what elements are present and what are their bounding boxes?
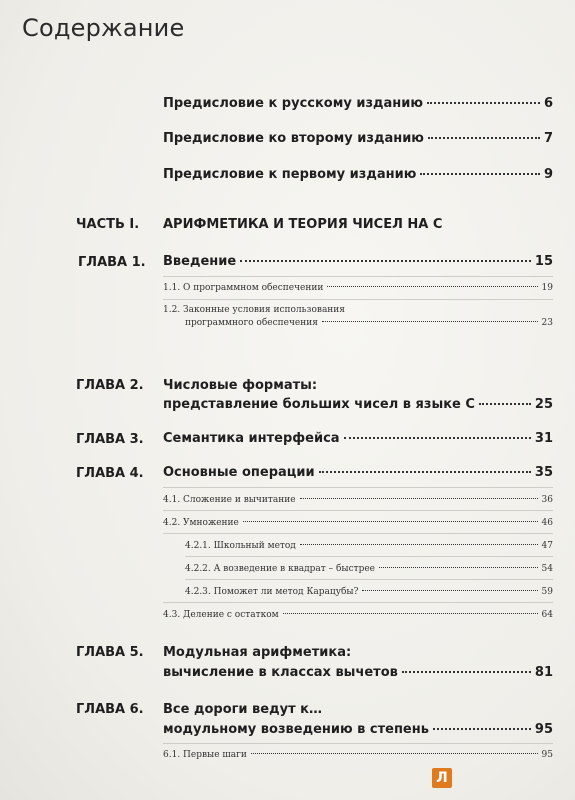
toc-entry-label: 6.1. Первые шаги [163,750,247,760]
toc-leader [362,590,537,591]
toc-chapter-4 [163,465,553,480]
toc-entry-label: модульному возведению в степень [163,722,429,737]
toc-page-number: 31 [534,431,553,446]
toc-section-4-2-3 [185,587,553,597]
toc-entry-label: Предисловие ко второму изданию [163,131,424,146]
chapter-5-title-line1: Модульная арифметика: [163,645,352,660]
toc-entry-label: 4.1. Сложение и вычитание [163,495,296,505]
toc-entry-label: 4.2.3. Поможет ли метод Карацубы? [185,587,359,597]
toc-page-number: 15 [534,254,553,269]
toc-entry-label: Семантика интерфейса [163,431,340,446]
chapter-6-label: ГЛАВА 6. [76,702,144,717]
toc-page-number: 54 [541,564,553,574]
rule [185,579,553,580]
toc-leader [300,498,538,499]
toc-leader [379,567,538,568]
part-label: ЧАСТЬ I. [76,217,140,232]
toc-leader [322,321,538,322]
rule [163,299,553,300]
toc-page-number: 35 [534,465,553,480]
toc-page-number: 95 [541,750,553,760]
toc-preface-russian [163,96,553,111]
chapter-5-label: ГЛАВА 5. [76,645,144,660]
toc-page-number: 6 [543,96,553,111]
part-title: АРИФМЕТИКА И ТЕОРИЯ ЧИСЕЛ НА С [163,217,443,232]
rule [163,602,553,603]
labirint-logo-icon: Л [432,768,452,788]
toc-leader [344,437,531,439]
chapter-6-title-line1: Все дороги ведут к… [163,702,322,717]
toc-section-6-1 [163,750,553,760]
toc-page-number: 47 [541,541,553,551]
toc-leader [319,471,531,473]
page-title: Содержание [22,14,185,42]
toc-leader [300,544,538,545]
toc-entry-label: Предисловие к первому изданию [163,167,417,182]
toc-entry-label: 4.2.1. Школьный метод [185,541,296,551]
toc-leader [433,728,531,730]
toc-entry-label: Основные операции [163,465,315,480]
rule [163,510,553,511]
toc-section-4-1 [163,495,553,505]
toc-leader [240,260,531,262]
toc-leader [402,671,531,673]
toc-section-1-2-line1: 1.2. Законные условия использования [163,305,345,315]
toc-section-1-2 [185,318,553,328]
toc-leader [327,286,537,287]
toc-chapter-1 [163,254,553,269]
toc-entry-label: Предисловие к русскому изданию [163,96,424,111]
toc-page-number: 19 [541,283,553,293]
toc-leader [479,403,531,405]
toc-entry-label: 4.2. Умножение [163,518,239,528]
toc-leader [283,613,538,614]
toc-entry-label: 1.1. О программном обеспечении [163,283,324,293]
toc-preface-first [163,167,553,182]
toc-entry-label: 4.3. Деление с остатком [163,610,279,620]
toc-page-number: 59 [541,587,553,597]
chapter-2-label: ГЛАВА 2. [76,378,144,393]
rule [163,743,553,744]
toc-page-number: 25 [534,397,553,412]
toc-page-number: 95 [534,722,553,737]
toc-entry-label: Введение [163,254,237,269]
toc-entry-label: программного обеспечения [185,318,318,328]
toc-preface-second [163,131,553,146]
toc-section-4-2-1 [185,541,553,551]
toc-leader [251,753,538,754]
chapter-4-label: ГЛАВА 4. [76,466,144,481]
toc-entry-label: вычисление в классах вычетов [163,665,398,680]
toc-page-number: 81 [534,665,553,680]
chapter-2-title-line1: Числовые форматы: [163,378,318,393]
toc-chapter-6 [163,722,553,737]
rule [163,276,553,277]
toc-section-1-1 [163,283,553,293]
toc-chapter-3 [163,431,553,446]
rule [163,487,553,488]
toc-page-number: 64 [541,610,553,620]
chapter-3-label: ГЛАВА 3. [76,432,144,447]
toc-leader [243,521,538,522]
toc-leader [420,173,540,175]
toc-section-4-2-2 [185,564,553,574]
rule [163,533,553,534]
toc-leader [427,102,540,104]
toc-leader [428,137,540,139]
chapter-1-label: ГЛАВА 1. [78,255,146,270]
toc-page-number: 23 [541,318,553,328]
toc-section-4-2 [163,518,553,528]
toc-section-4-3 [163,610,553,620]
toc-chapter-5 [163,665,553,680]
toc-chapter-2 [163,397,553,412]
toc-entry-label: представление больших чисел в языке С [163,397,475,412]
toc-page-number: 7 [543,131,553,146]
rule [185,556,553,557]
toc-entry-label: 4.2.2. А возведение в квадрат – быстрее [185,564,376,574]
toc-page-number: 36 [541,495,553,505]
toc-page-number: 9 [543,167,553,182]
toc-page-number: 46 [541,518,553,528]
